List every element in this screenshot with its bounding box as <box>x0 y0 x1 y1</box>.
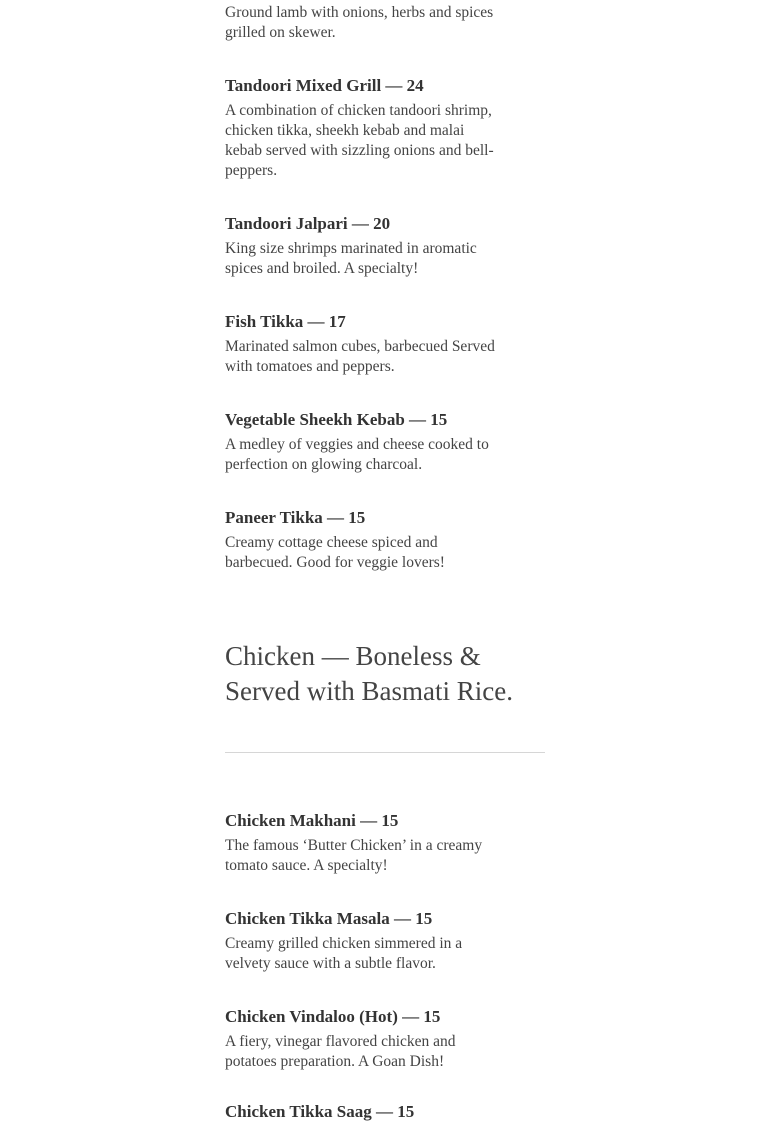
section-title-chicken: Chicken — Boneless & Served with Basmati Rice. <box>225 641 513 706</box>
menu-item-chicken-makhani <box>225 810 495 876</box>
menu-item-title: Tandoori Mixed Grill — 24 <box>225 76 424 95</box>
menu-item-title-cut-off: Chicken Tikka Saag — 15 <box>225 1102 415 1121</box>
menu-item-title: Chicken Tikka Masala — 15 <box>225 909 433 928</box>
menu-item-tandoori-mixed-grill <box>225 75 495 181</box>
menu-item-description: A fiery, vinegar flavored chicken and potatoes preparation. A Goan Dish! <box>225 1033 456 1070</box>
menu-item-description: Creamy cottage cheese spiced and barbecued. Good for veggie lovers! <box>225 534 445 571</box>
menu-item-tandoori-jalpari <box>225 213 495 279</box>
menu-item-title: Chicken Vindaloo (Hot) — 15 <box>225 1007 441 1026</box>
menu-item-description: King size shrimps marinated in aromatic spices and broiled. A specialty! <box>225 240 477 277</box>
menu-item-description: A combination of chicken tandoori shrimp, chicken tikka, sheekh kebab and malai kebab served with sizzling onions and bell-peppers. <box>225 102 494 179</box>
menu-item-title: Fish Tikka — 17 <box>225 312 346 331</box>
menu-item-paneer-tikka <box>225 507 495 573</box>
menu-item-description: A medley of veggies and cheese cooked to perfection on glowing charcoal. <box>225 436 489 473</box>
menu-item-title: Paneer Tikka — 15 <box>225 508 366 527</box>
section-divider <box>225 752 545 753</box>
menu-item-fragment <box>225 3 495 43</box>
menu-item-title: Chicken Makhani — 15 <box>225 811 399 830</box>
menu-item-description: Marinated salmon cubes, barbecued Served with tomatoes and peppers. <box>225 338 495 375</box>
menu-item-description: The famous ‘Butter Chicken’ in a creamy tomato sauce. A specialty! <box>225 837 483 874</box>
menu-item-description: Ground lamb with onions, herbs and spices grilled on skewer. <box>225 4 494 41</box>
menu-item-vegetable-sheekh-kebab <box>225 409 495 475</box>
menu-item-title: Vegetable Sheekh Kebab — 15 <box>225 410 448 429</box>
menu-item-chicken-tikka-masala <box>225 908 495 974</box>
menu-item-title: Tandoori Jalpari — 20 <box>225 214 391 233</box>
menu-item-description: Creamy grilled chicken simmered in a velvety sauce with a subtle flavor. <box>225 935 463 972</box>
menu-item-fish-tikka <box>225 311 495 377</box>
menu-item-chicken-vindaloo <box>225 1006 495 1072</box>
